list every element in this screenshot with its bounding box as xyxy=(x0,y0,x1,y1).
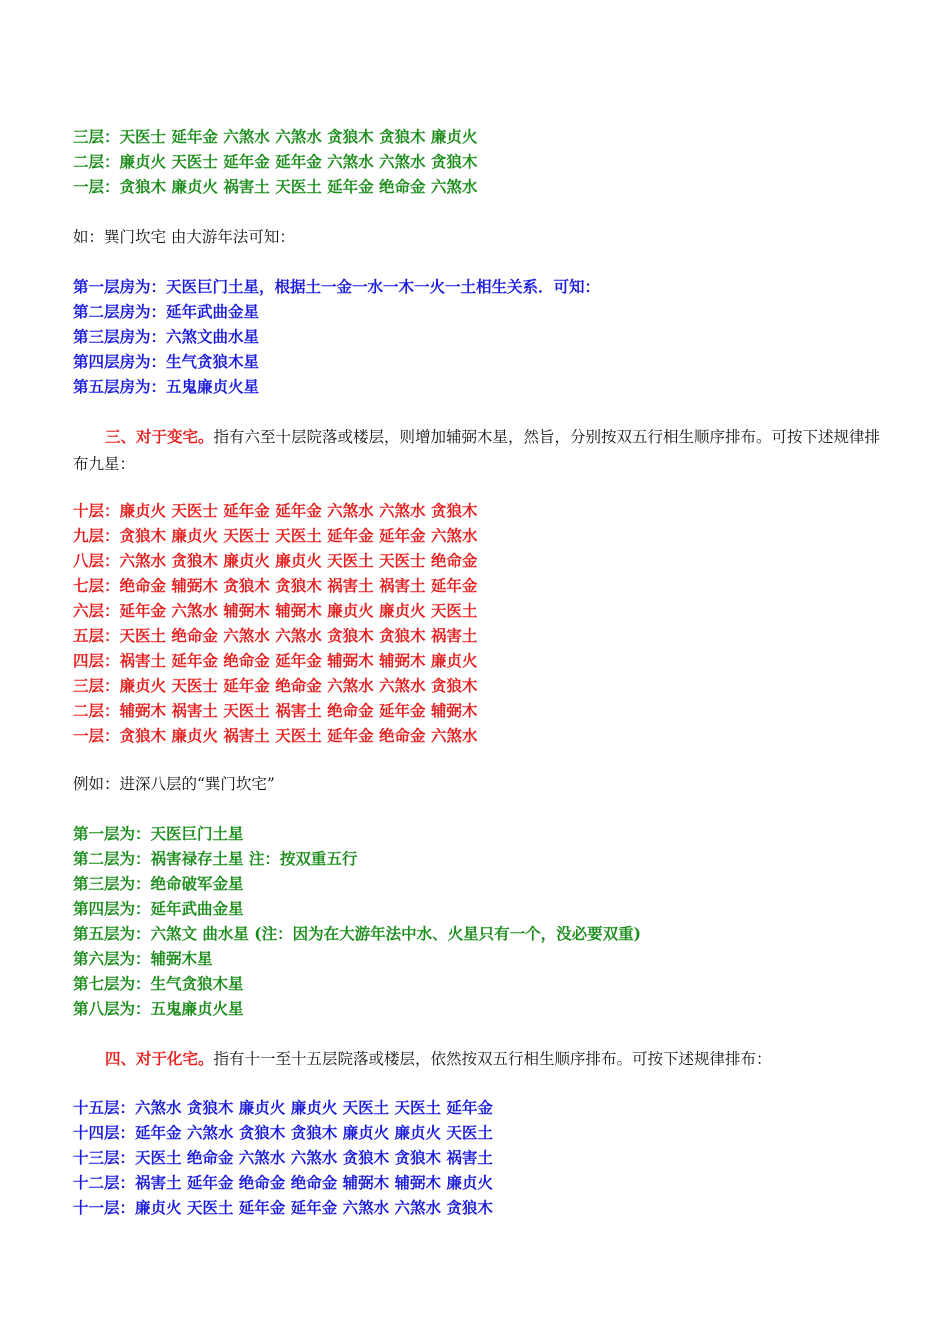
floor-list-blue xyxy=(73,1095,890,1220)
floor-list-red xyxy=(73,498,890,748)
section-heading: 三、对于变宅。 xyxy=(105,427,214,446)
floor-line: 四层：祸害土 延年金 绝命金 延年金 辅弼木 辅弼木 廉贞火 xyxy=(73,651,478,670)
example-line: 第三层为：绝命破军金星 xyxy=(73,874,244,893)
floor-line: 一层：贪狼木 廉贞火 祸害土 天医土 延年金 绝命金 六煞水 xyxy=(73,726,478,745)
floor-line: 九层：贪狼木 廉贞火 天医士 天医土 延年金 延年金 六煞水 xyxy=(73,526,478,545)
section-body: 指有十一至十五层院落或楼层，依然按双五行相生顺序排布。可按下述规律排布： xyxy=(213,1050,772,1068)
floor-line: 七层：绝命金 辅弼木 贪狼木 贪狼木 祸害土 祸害土 延年金 xyxy=(73,576,478,595)
floor-line: 十三层：天医土 绝命金 六煞水 六煞水 贪狼木 贪狼木 祸害土 xyxy=(73,1148,493,1167)
section-paragraph-4 xyxy=(73,1045,888,1073)
section-heading: 四、对于化宅。 xyxy=(105,1049,214,1068)
floor-line: 三层：廉贞火 天医士 延年金 绝命金 六煞水 六煞水 贪狼木 xyxy=(73,676,478,695)
floor-line: 十二层：祸害土 延年金 绝命金 绝命金 辅弼木 辅弼木 廉贞火 xyxy=(73,1173,493,1192)
floor-line: 十一层：廉贞火 天医土 延年金 延年金 六煞水 六煞水 贪狼木 xyxy=(73,1198,493,1217)
example-line: 第一层为：天医巨门土星 xyxy=(73,824,244,843)
example-line: 第二层为：祸害禄存土星 注：按双重五行 xyxy=(73,849,358,868)
floor-line: 五层：天医土 绝命金 六煞水 六煞水 贪狼木 贪狼木 祸害土 xyxy=(73,626,478,645)
example-line: 第六层为：辅弼木星 xyxy=(73,949,213,968)
example-line: 第二层房为：延年武曲金星 xyxy=(73,302,260,321)
section-body: 指有六至十层院落或楼层，则增加辅弼木星，然旨，分别按双五行相生顺序排布。可按下述规律排布九星： xyxy=(73,428,881,473)
floor-line: 十五层：六煞水 贪狼木 廉贞火 廉贞火 天医土 天医土 延年金 xyxy=(73,1098,493,1117)
example-list-1 xyxy=(73,274,890,399)
floor-line: 三层：天医士 延年金 六煞水 六煞水 贪狼木 贪狼木 廉贞火 xyxy=(73,127,478,146)
floor-line: 二层：辅弼木 祸害土 天医土 祸害土 绝命金 延年金 辅弼木 xyxy=(73,701,478,720)
example-intro-2: 例如：进深八层的“巽门坎宅” xyxy=(73,775,275,793)
example-line: 第四层为：延年武曲金星 xyxy=(73,899,244,918)
floor-list-green xyxy=(73,124,890,199)
example-line: 第八层为：五鬼廉贞火星 xyxy=(73,999,244,1018)
example-line: 第五层房为：五鬼廉贞火星 xyxy=(73,377,260,396)
section-paragraph-3 xyxy=(73,423,888,478)
example-line: 第四层房为：生气贪狼木星 xyxy=(73,352,260,371)
floor-line: 一层：贪狼木 廉贞火 祸害土 天医土 延年金 绝命金 六煞水 xyxy=(73,177,478,196)
floor-line: 十层：廉贞火 天医士 延年金 延年金 六煞水 六煞水 贪狼木 xyxy=(73,501,478,520)
floor-line: 六层：延年金 六煞水 辅弼木 辅弼木 廉贞火 廉贞火 天医土 xyxy=(73,601,478,620)
floor-line: 八层：六煞水 贪狼木 廉贞火 廉贞火 天医土 天医士 绝命金 xyxy=(73,551,478,570)
example-line: 第一层房为：天医巨门土星，根据土一金一水一木一火一土相生关系．可知： xyxy=(73,277,601,296)
example-intro-1: 如：巽门坎宅 由大游年法可知： xyxy=(73,228,295,246)
floor-line: 十四层：延年金 六煞水 贪狼木 贪狼木 廉贞火 廉贞火 天医土 xyxy=(73,1123,493,1142)
example-line: 第三层房为：六煞文曲水星 xyxy=(73,327,260,346)
example-line: 第五层为：六煞文 曲水星 (注：因为在大游年法中水、火星只有一个，没必要双重) xyxy=(73,924,641,943)
floor-line: 二层：廉贞火 天医士 延年金 延年金 六煞水 六煞水 贪狼木 xyxy=(73,152,478,171)
example-line: 第七层为：生气贪狼木星 xyxy=(73,974,244,993)
example-list-2 xyxy=(73,821,890,1021)
